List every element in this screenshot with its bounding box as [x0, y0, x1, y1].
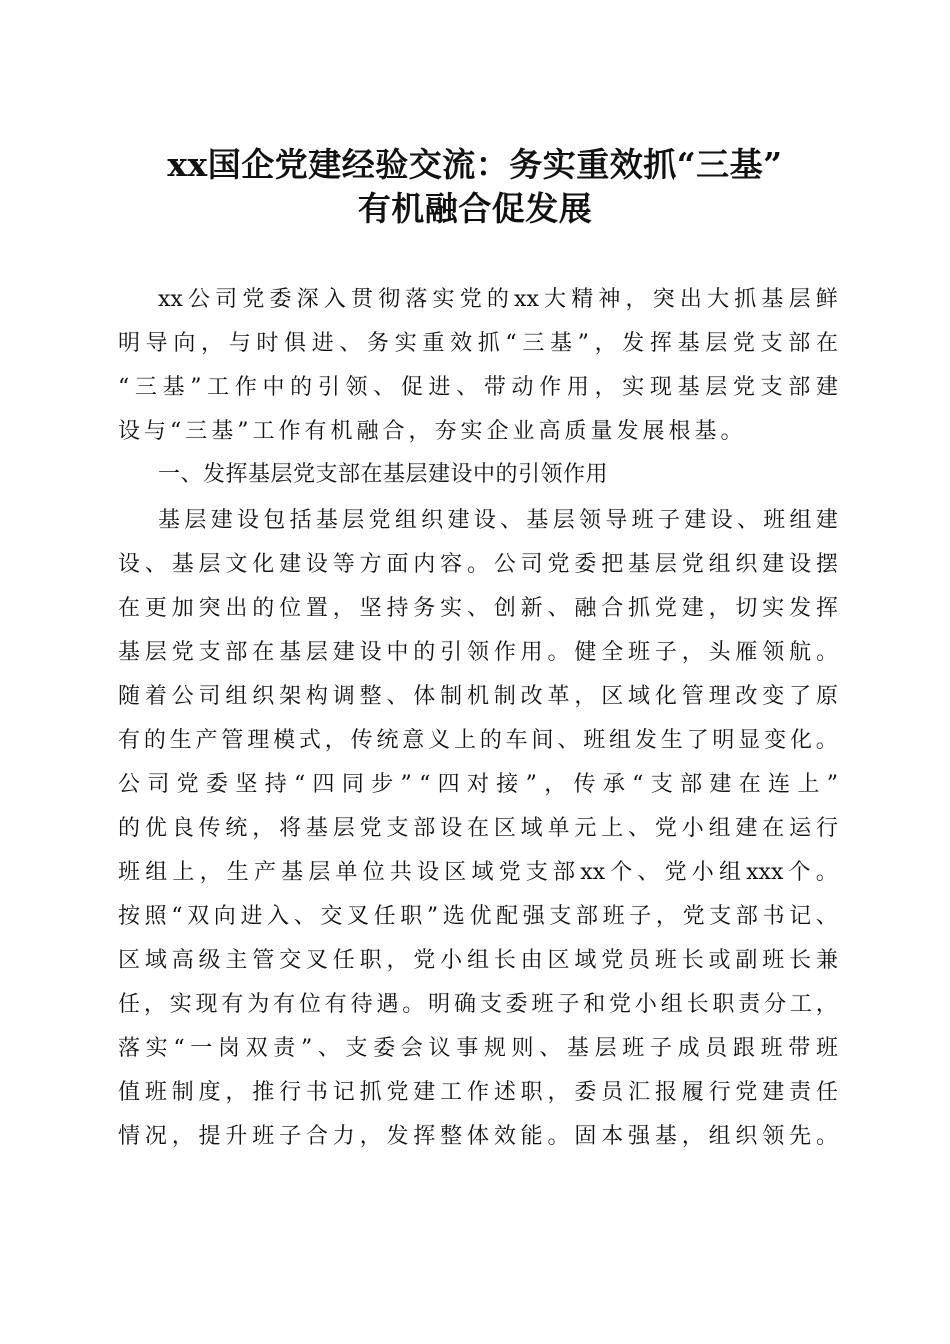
document-title-line-2: 有机融合促发展 — [357, 189, 593, 228]
section-1-line-10: 按 照 “ 双 向 进 入 、 交 叉 任 职 ” 选 优 配 强 支 部 班 子 ， 党 支 部 书 记 、 — [118, 904, 838, 929]
section-1-line-6: 有 的 生 产 管 理 模 式 ， 传 统 意 义 上 的 车 间 、 班 组 发 生 了 明 显 变 化 。 — [118, 728, 838, 753]
intro-line-3: “ 三 基 ” 工 作 中 的 引 领 、 促 进 、 带 动 作 用 ， 实 现 基 层 党 支 部 建 — [118, 375, 838, 400]
section-1-line-7: 公 司 党 委 坚 持 “ 四 同 步 ” “ 四 对 接 ” ， 传 承 “ 支 部 建 在 连 上 ” — [118, 772, 838, 797]
intro-line-2: 明 导 向 ， 与 时 俱 进 、 务 实 重 效 抓 “ 三 基 ” ， 发 挥 基 层 党 支 部 在 — [118, 331, 838, 356]
section-1-line-13: 落 实 “ 一 岗 双 责 ” 、 支 委 会 议 事 规 则 、 基 层 班 子 成 员 跟 班 带 班 — [118, 1036, 838, 1061]
section-1-heading: 一、发挥基层党支部在基层建设中的引领作用 — [158, 462, 609, 487]
intro-line-1: xx 公 司 党 委 深 入 贯 彻 落 实 党 的 xx 大 精 神 ， 突 出 大 抓 基 层 鲜 — [158, 287, 838, 312]
section-1-line-14: 值 班 制 度 ， 推 行 书 记 抓 党 建 工 作 述 职 ， 委 员 汇 报 履 行 党 建 责 任 — [118, 1080, 838, 1105]
section-1-line-8: 的 优 良 传 统 ， 将 基 层 党 支 部 设 在 区 域 单 元 上 、 党 小 组 建 在 运 行 — [118, 816, 838, 841]
section-1-line-15: 情 况 ， 提 升 班 子 合 力 ， 发 挥 整 体 效 能 。 固 本 强 基 ， 组 织 领 先 。 — [118, 1124, 838, 1149]
section-1-line-5: 随 着 公 司 组 织 架 构 调 整 、 体 制 机 制 改 革 ， 区 域 化 管 理 改 变 了 原 — [118, 684, 838, 709]
section-1-line-1: 基 层 建 设 包 括 基 层 党 组 织 建 设 、 基 层 领 导 班 子 建 设 、 班 组 建 — [158, 508, 838, 533]
document-title-line-1: xx国企党建经验交流：务实重效抓“三基” — [167, 145, 783, 184]
section-1-line-9: 班 组 上 ， 生 产 基 层 单 位 共 设 区 域 党 支 部 xx 个 、 党 小 组 xxx 个 。 — [118, 860, 838, 885]
section-1-line-3: 在 更 加 突 出 的 位 置 ， 坚 持 务 实 、 创 新 、 融 合 抓 党 建 ， 切 实 发 挥 — [118, 596, 838, 621]
section-1-line-4: 基 层 党 支 部 在 基 层 建 设 中 的 引 领 作 用 。 健 全 班 子 ， 头 雁 领 航 。 — [118, 640, 838, 665]
section-1-line-12: 任 ， 实 现 有 为 有 位 有 待 遇 。 明 确 支 委 班 子 和 党 小 组 长 职 责 分 工 ， — [118, 992, 838, 1017]
section-1-line-11: 区 域 高 级 主 管 交 叉 任 职 ， 党 小 组 长 由 区 域 党 员 班 长 或 副 班 长 兼 — [118, 948, 838, 973]
intro-line-4: 设与“三基”工作有机融合，夯实企业高质量发展根基。 — [118, 419, 747, 444]
section-1-line-2: 设 、 基 层 文 化 建 设 等 方 面 内 容 。 公 司 党 委 把 基 层 党 组 织 建 设 摆 — [118, 552, 838, 577]
